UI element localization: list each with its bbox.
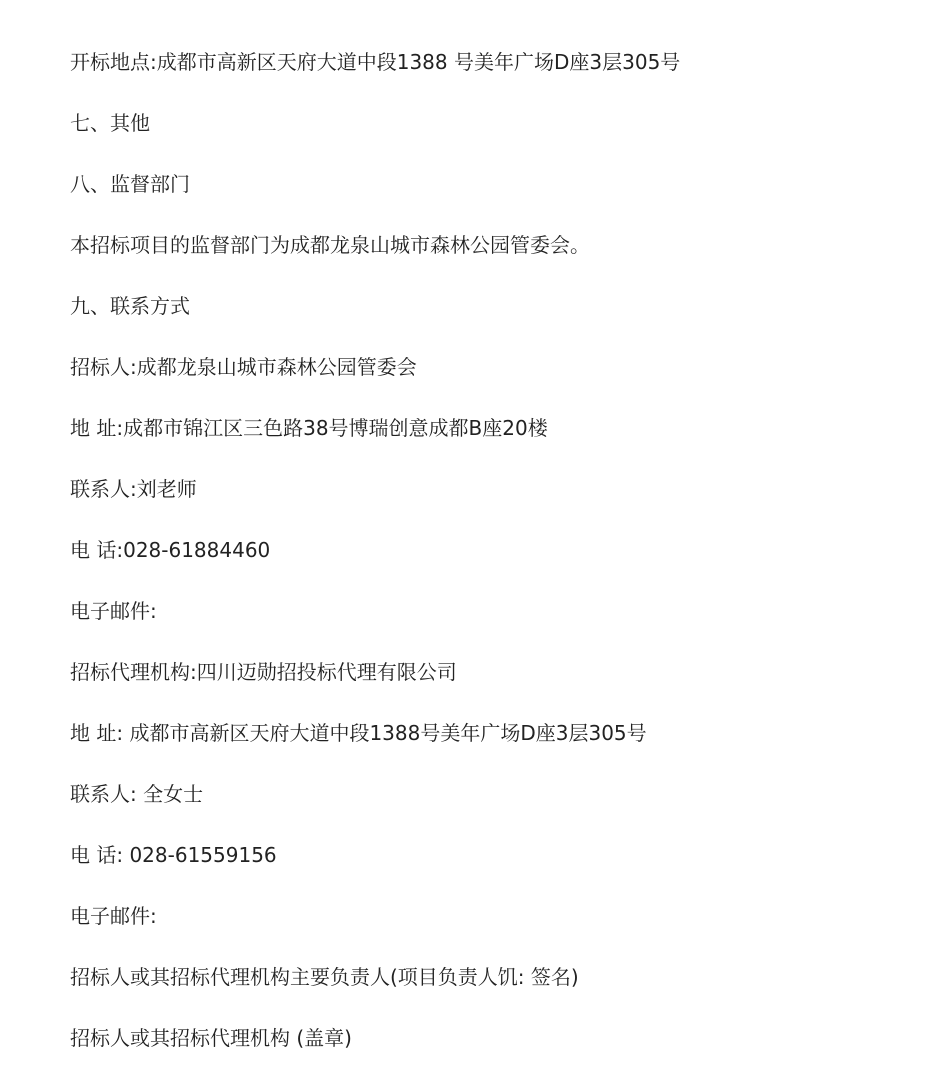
agency-phone: 电 话: 028-61559156 (70, 843, 277, 867)
tenderer-phone: 电 话:028-61884460 (70, 538, 271, 562)
section-heading-contact: 九、联系方式 (70, 294, 190, 318)
tenderer-address: 地 址:成都市锦江区三色路38号博瑞创意成都B座20楼 (70, 416, 548, 440)
agency-contact-person: 联系人: 全女士 (70, 782, 204, 806)
section-heading-supervision: 八、监督部门 (70, 172, 190, 196)
supervision-statement: 本招标项目的监督部门为成都龙泉山城市森林公园管委会。 (70, 233, 590, 257)
agency-email: 电子邮件: (70, 904, 157, 928)
tenderer-contact-person: 联系人:刘老师 (70, 477, 197, 501)
agency-name: 招标代理机构:四川迈勋招投标代理有限公司 (70, 660, 457, 684)
bid-opening-location: 开标地点:成都市高新区天府大道中段1388 号美年广场D座3层305号 (70, 50, 681, 74)
document-body (70, 44, 930, 1081)
agency-address: 地 址: 成都市高新区天府大道中段1388号美年广场D座3层305号 (70, 721, 647, 745)
seal-line: 招标人或其招标代理机构 (盖章) (70, 1026, 352, 1050)
section-heading-other: 七、其他 (70, 111, 150, 135)
tenderer-name: 招标人:成都龙泉山城市森林公园管委会 (70, 355, 417, 379)
signature-line: 招标人或其招标代理机构主要负责人(项目负责人饥: 签名) (70, 965, 579, 989)
tenderer-email: 电子邮件: (70, 599, 157, 623)
